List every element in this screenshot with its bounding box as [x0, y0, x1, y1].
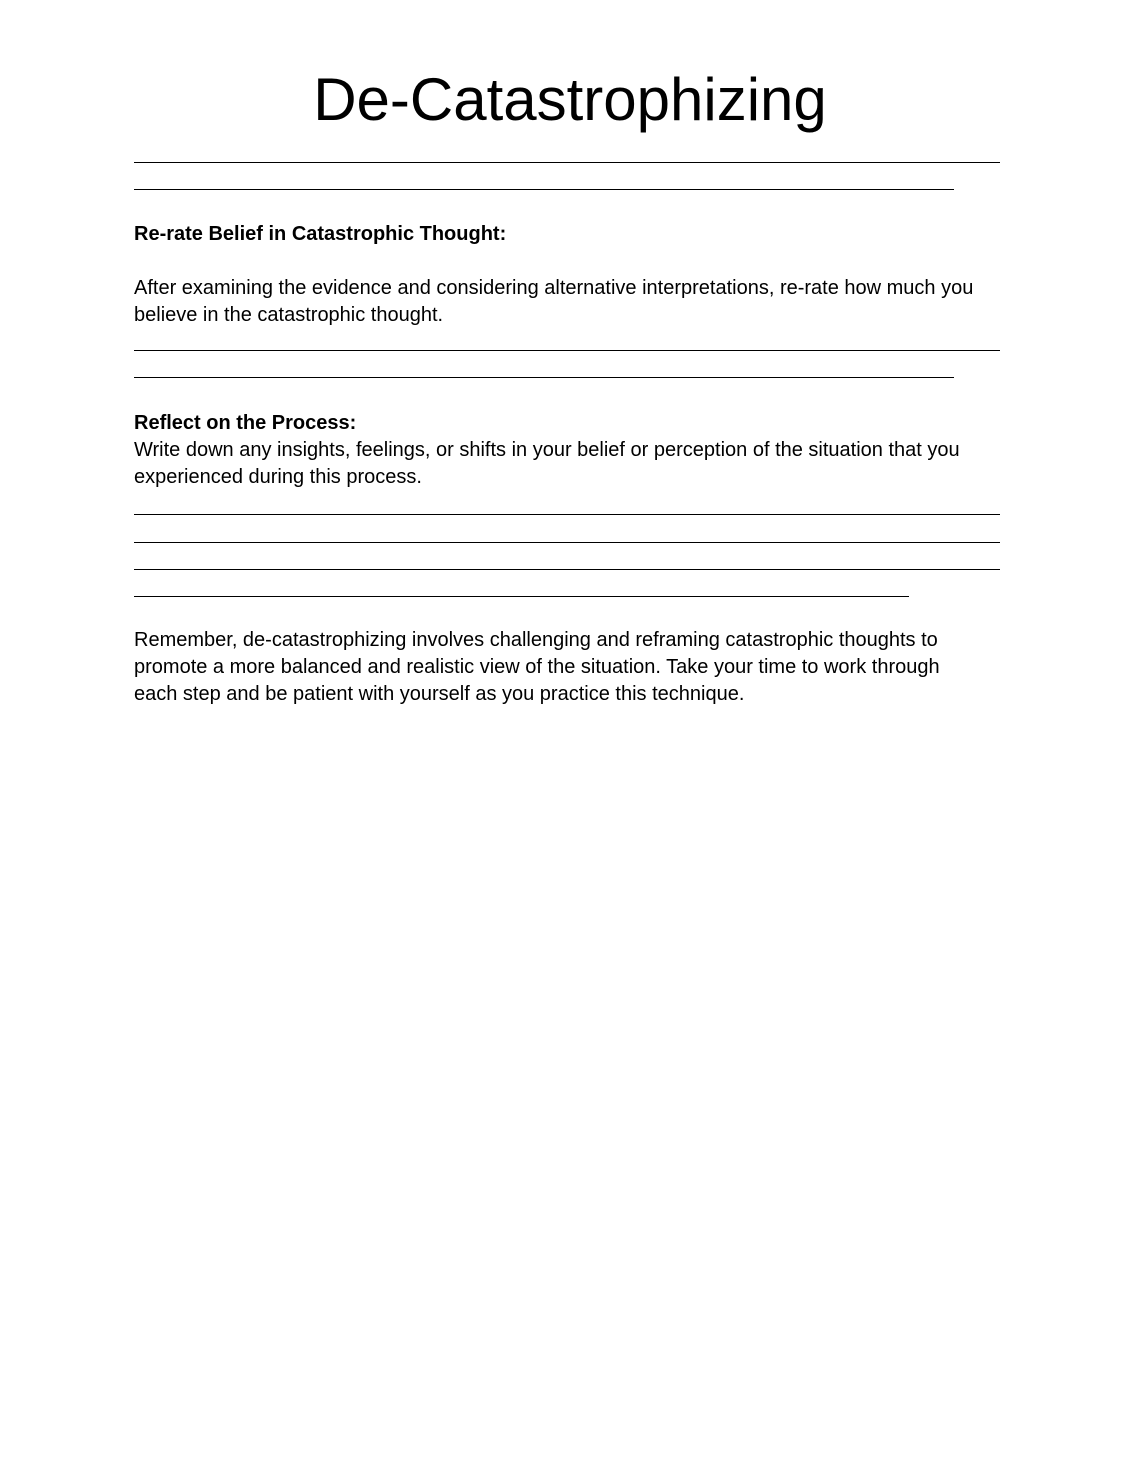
answer-line[interactable] [134, 162, 1000, 163]
answer-line[interactable] [134, 596, 909, 597]
section-heading-rerate-belief: Re-rate Belief in Catastrophic Thought: [134, 223, 507, 245]
page-title: De-Catastrophizing [313, 66, 827, 133]
closing-note: Remember, de-catastrophizing involves challenging and reframing catastrophic thoughts to promote a more balanced and realistic view of the situation. Take your time to work through each step and be patient with yourself as you practice this technique. [134, 629, 940, 705]
answer-line[interactable] [134, 189, 954, 190]
section-heading-reflect-process: Reflect on the Process: [134, 412, 357, 434]
answer-line[interactable] [134, 569, 1000, 570]
answer-line[interactable] [134, 514, 1000, 515]
answer-line[interactable] [134, 350, 1000, 351]
section-instructions-reflect-process: Write down any insights, feelings, or shifts in your belief or perception of the situation that you experienced during this process. [134, 439, 960, 488]
answer-line[interactable] [134, 542, 1000, 543]
section-instructions-rerate-belief: After examining the evidence and considering alternative interpretations, re-rate how much you believe in the catastrophic thought. [134, 277, 974, 326]
answer-line[interactable] [134, 377, 954, 378]
